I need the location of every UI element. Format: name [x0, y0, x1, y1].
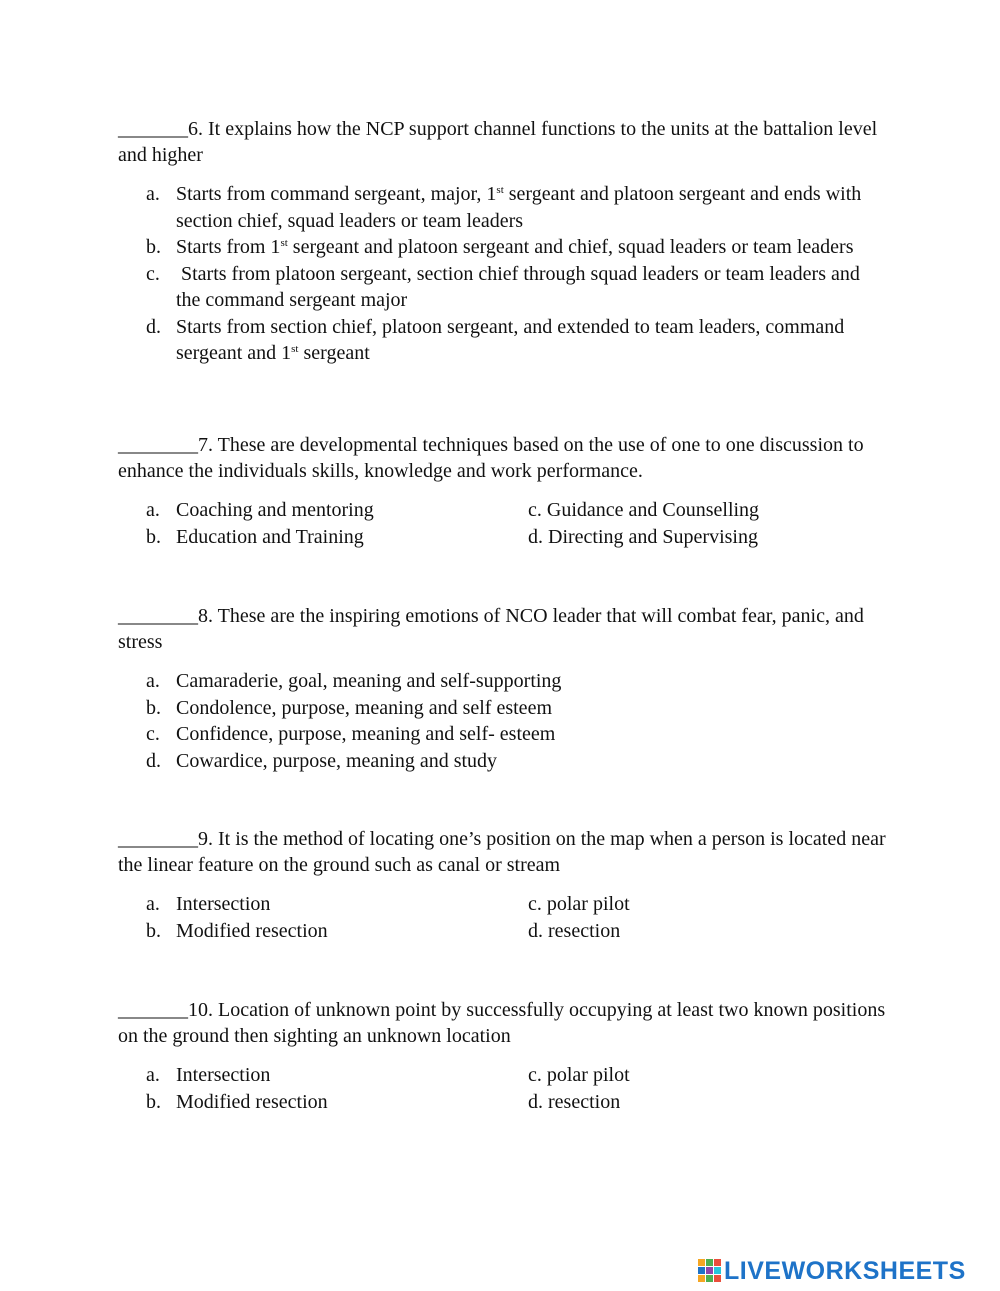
option-d: d. Directing and Supervising — [528, 525, 758, 548]
answer-blank[interactable]: ________ — [118, 828, 198, 850]
answer-blank[interactable]: ________ — [118, 605, 198, 627]
option-a: a. Starts from command sergeant, major, 1st sergeant and platoon sergeant and ends with section chief, squad leaders or team leaders — [146, 183, 862, 232]
logo-tile — [706, 1275, 713, 1282]
option-b: b. Education and Training — [146, 525, 364, 548]
option-grid — [118, 891, 888, 944]
logo-tile — [698, 1267, 705, 1274]
logo-tile — [698, 1259, 705, 1266]
option-grid — [118, 497, 888, 550]
logo-tile — [714, 1275, 721, 1282]
option-c: c. Guidance and Counselling — [528, 499, 760, 521]
option-c: c. polar pilot — [528, 893, 630, 915]
liveworksheets-logo-icon — [698, 1259, 720, 1283]
option-grid — [118, 1062, 888, 1115]
logo-tile — [714, 1259, 721, 1266]
option-b: b. Modified resection — [146, 1090, 328, 1113]
option-list — [118, 181, 888, 367]
question-9 — [118, 826, 888, 944]
question-stem: ________8. These are the inspiring emotions of NCO leader that will combat fear, panic, and stress — [118, 605, 864, 653]
logo-tile — [714, 1267, 721, 1274]
question-10 — [118, 997, 888, 1115]
option-d: d. resection — [528, 1090, 621, 1113]
option-b: b. Modified resection — [146, 919, 328, 942]
option-list — [118, 668, 888, 774]
question-stem: ________9. It is the method of locating one’s position on the map when a person is located near the linear feature on the ground such as canal or stream — [118, 828, 886, 876]
question-stem: ________7. These are developmental techniques based on the use of one to one discussion to enhance the individuals skills, knowledge and work performance. — [118, 434, 864, 482]
option-c: c. polar pilot — [528, 1064, 630, 1086]
option-b: b. Condolence, purpose, meaning and self esteem — [146, 696, 552, 719]
option-a: a. Intersection — [146, 1064, 271, 1086]
question-stem: _______10. Location of unknown point by successfully occupying at least two known positions on the ground then sighting an unknown location — [118, 999, 886, 1047]
logo-tile — [698, 1275, 705, 1282]
answer-blank[interactable]: ________ — [118, 434, 198, 456]
option-a: a. Coaching and mentoring — [146, 499, 374, 521]
question-7 — [118, 432, 888, 550]
question-stem: _______6. It explains how the NCP support channel functions to the units at the battalion level and higher — [118, 118, 878, 166]
option-a: a. Camaraderie, goal, meaning and self-supporting — [146, 670, 562, 692]
question-8 — [118, 603, 888, 774]
logo-tile — [706, 1267, 713, 1274]
option-c: c. Confidence, purpose, meaning and self- esteem — [146, 723, 556, 745]
question-6 — [118, 116, 888, 367]
option-b: b. Starts from 1st sergeant and platoon sergeant and chief, squad leaders or team leaders — [146, 236, 854, 258]
option-d: d. Starts from section chief, platoon sergeant, and extended to team leaders, command sergeant and 1st sergeant — [146, 315, 845, 364]
option-d: d. Cowardice, purpose, meaning and study — [146, 749, 498, 772]
answer-blank[interactable]: _______ — [118, 118, 188, 140]
answer-blank[interactable]: _______ — [118, 999, 188, 1021]
option-c: c. Starts from platoon sergeant, section chief through squad leaders or team leaders and the command sergeant major — [146, 262, 865, 311]
logo-tile — [706, 1259, 713, 1266]
option-d: d. resection — [528, 919, 621, 942]
liveworksheets-logo — [698, 1256, 966, 1286]
option-a: a. Intersection — [146, 893, 271, 915]
logo-text: LIVEWORKSHEETS — [724, 1256, 966, 1285]
